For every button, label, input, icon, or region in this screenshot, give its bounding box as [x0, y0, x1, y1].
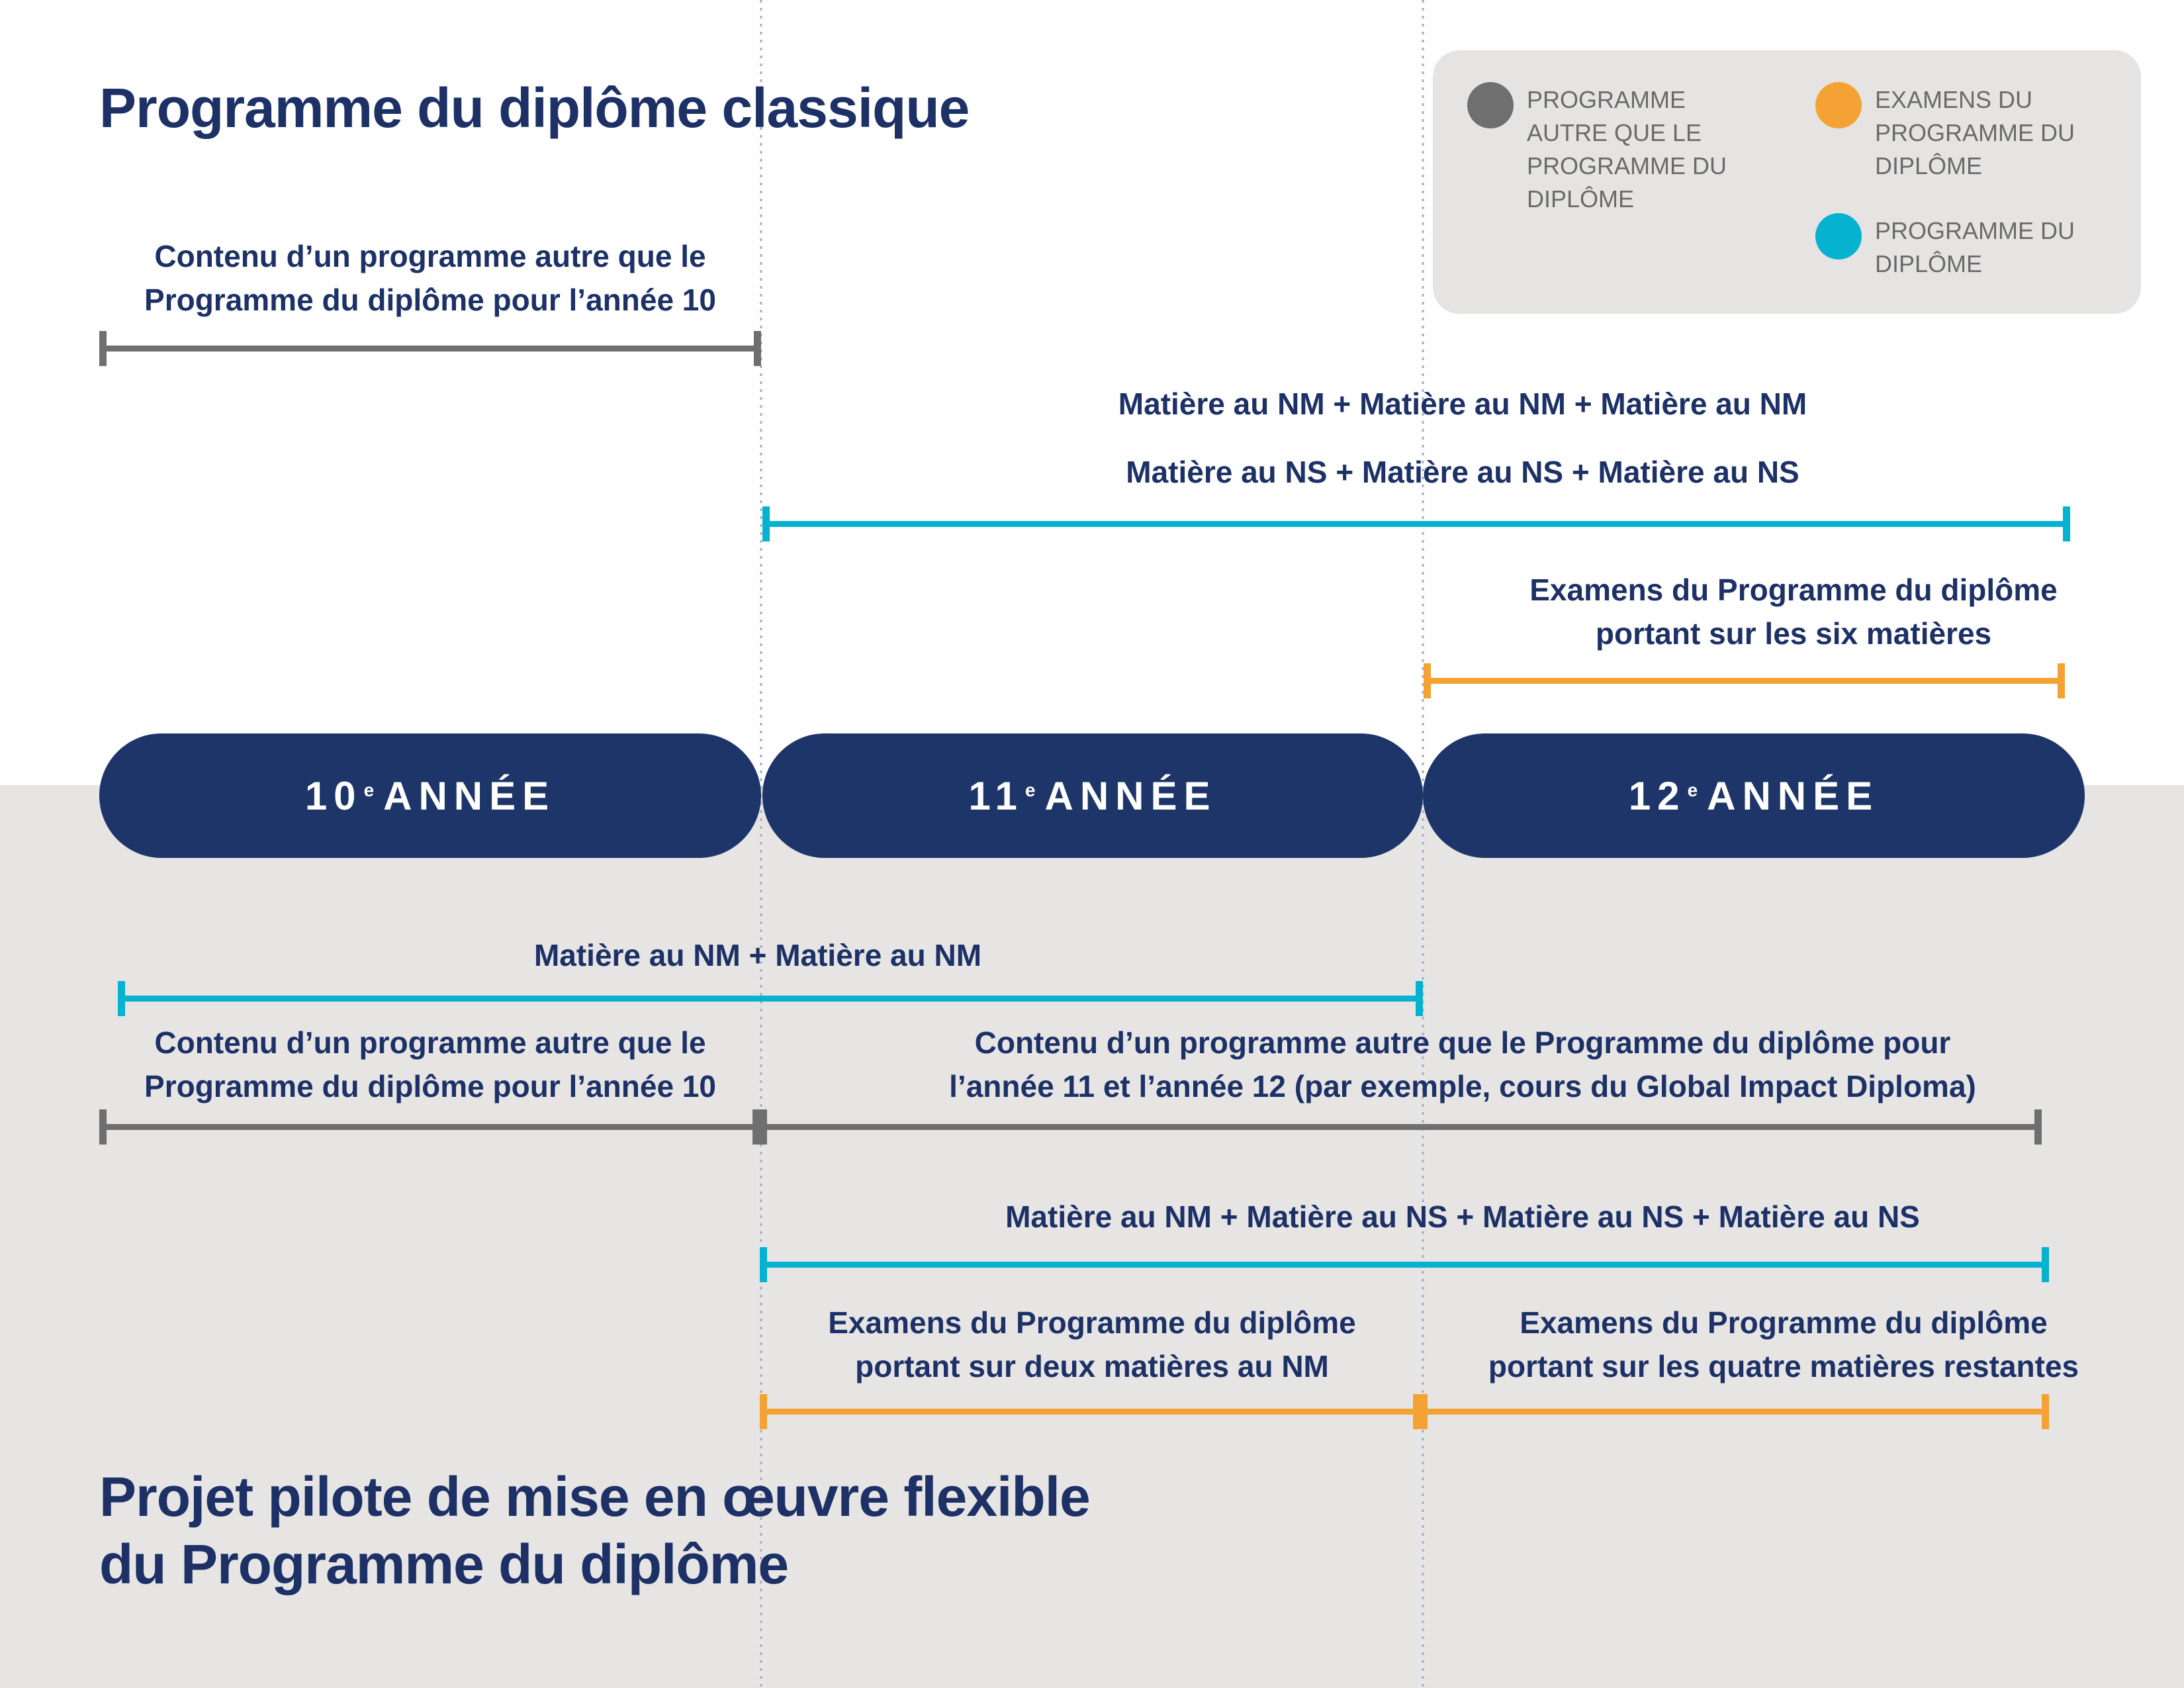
- legend: [1433, 50, 2141, 314]
- classic-non-dp-10-label: Contenu d’un programme autre que le Programme du diplôme pour l’année 10: [144, 239, 716, 317]
- legend-item-non-dp: PROGRAMME AUTRE QUE LE PROGRAMME DU DIPLÔME: [1467, 82, 1765, 216]
- pilot-sl-two-label: Matière au NM + Matière au NM: [533, 938, 982, 972]
- pilot-exams-a-bar: [763, 1409, 1417, 1415]
- orange-circle-icon: [1815, 82, 1862, 128]
- pilot-non-dp-1112-bar: [763, 1124, 2038, 1130]
- classic-hl-row-label: Matière au NS + Matière au NS + Matière au NS: [1126, 455, 1799, 489]
- legend-item-exams: EXAMENS DU PROGRAMME DU DIPLÔME: [1815, 82, 2100, 183]
- year-12-pill: 12 $^e$ ANNÉE: [1423, 733, 2085, 858]
- pilot-non-dp-10-bar: [103, 1124, 756, 1130]
- classic-exams-label: Examens du Programme du diplôme portant sur les six matières: [1529, 573, 2058, 651]
- classic-dp-bar: [766, 521, 2067, 527]
- pilot-non-dp-1112-label: Contenu d’un programme autre que le Programme du diplôme pour l’année 11 et l’année 12 (par exemple, cours du Global Impact Diploma): [949, 1025, 1976, 1103]
- classic-sl-row-label: Matière au NM + Matière au NM + Matière au NM: [1118, 387, 1807, 421]
- year-11-pill: 11 $^e$ ANNÉE: [762, 733, 1423, 858]
- pilot-sl-two-bar: [121, 996, 1420, 1002]
- pilot-exams-b-bar: [1424, 1409, 2046, 1415]
- pilot-non-dp-10-label: Contenu d’un programme autre que le Programme du diplôme pour l’année 10: [144, 1025, 716, 1103]
- pilot-dp-bar: [763, 1262, 2046, 1268]
- year-10-pill: 10 $^e$ ANNÉE: [99, 733, 761, 858]
- pilot-four-row-label: Matière au NM + Matière au NS + Matière au NS + Matière au NS: [1005, 1199, 1920, 1234]
- pilot-exams-b-label: Examens du Programme du diplôme portant sur les quatre matières restantes: [1488, 1305, 2079, 1383]
- grey-circle-icon: [1467, 82, 1514, 128]
- classic-exams-bar: [1427, 678, 2062, 684]
- classic-title: Programme du diplôme classique: [99, 77, 970, 139]
- pilot-exams-a-label: Examens du Programme du diplôme portant sur deux matières au NM: [828, 1305, 1356, 1383]
- classic-non-dp-10-bar: [103, 346, 758, 352]
- cyan-circle-icon: [1815, 213, 1862, 259]
- legend-item-dp: PROGRAMME DU DIPLÔME: [1815, 213, 2100, 281]
- pilot-title: Projet pilote de mise en œuvre flexible du Programme du diplôme: [99, 1466, 1090, 1596]
